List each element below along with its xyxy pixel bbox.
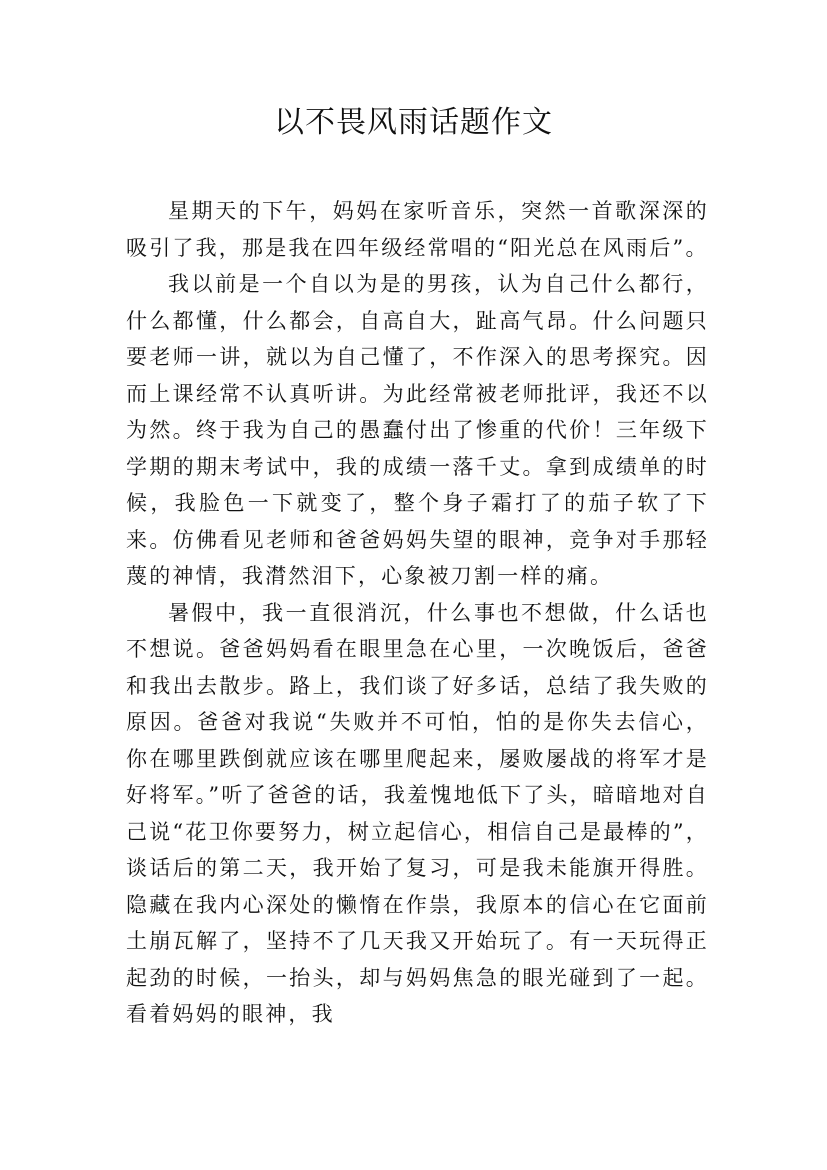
document-body	[126, 193, 709, 1033]
paragraph-1: 星期天的下午，妈妈在家听音乐，突然一首歌深深的吸引了我，那是我在四年级经常唱的“阳光总在风雨后”。	[126, 199, 709, 260]
document-title: 以不畏风雨话题作文	[274, 105, 553, 140]
paragraph-3: 暑假中，我一直很消沉，什么事也不想做，什么话也不想说。爸爸妈妈看在眼里急在心里，一次晚饭后，爸爸和我出去散步。路上，我们谈了好多话，总结了我失败的原因。爸爸对我说“失败并不可怕，怕的是你失去信心，你在哪里跌倒就应该在哪里爬起来，屡败屡战的将军才是好将军。”听了爸爸的话，我羞愧地低下了头，暗暗地对自己说“花卫你要努力，树立起信心，相信自己是最棒的”，谈话后的第二天，我开始了复习，可是我未能旗开得胜。隐藏在我内心深处的懒惰在作祟，我原本的信心在它面前土崩瓦解了，坚持不了几天我又开始玩了。有一天玩得正起劲的时候，一抬头，却与妈妈焦急的眼光碰到了一起。看着妈妈的眼神，我	[126, 600, 709, 1026]
paragraph-2: 我以前是一个自以为是的男孩，认为自己什么都行，什么都懂，什么都会，自高自大，趾高气昂。什么问题只要老师一讲，就以为自己懂了，不作深入的思考探究。因而上课经常不认真听讲。为此经常被老师批评，我还不以为然。终于我为自己的愚蠢付出了惨重的代价！三年级下学期的期末考试中，我的成绩一落千丈。拿到成绩单的时候，我脸色一下就变了，整个身子霜打了的茄子软了下来。仿佛看见老师和爸爸妈妈失望的眼神，竞争对手那轻蔑的神情，我潸然泪下，心象被刀割一样的痛。	[126, 272, 709, 588]
